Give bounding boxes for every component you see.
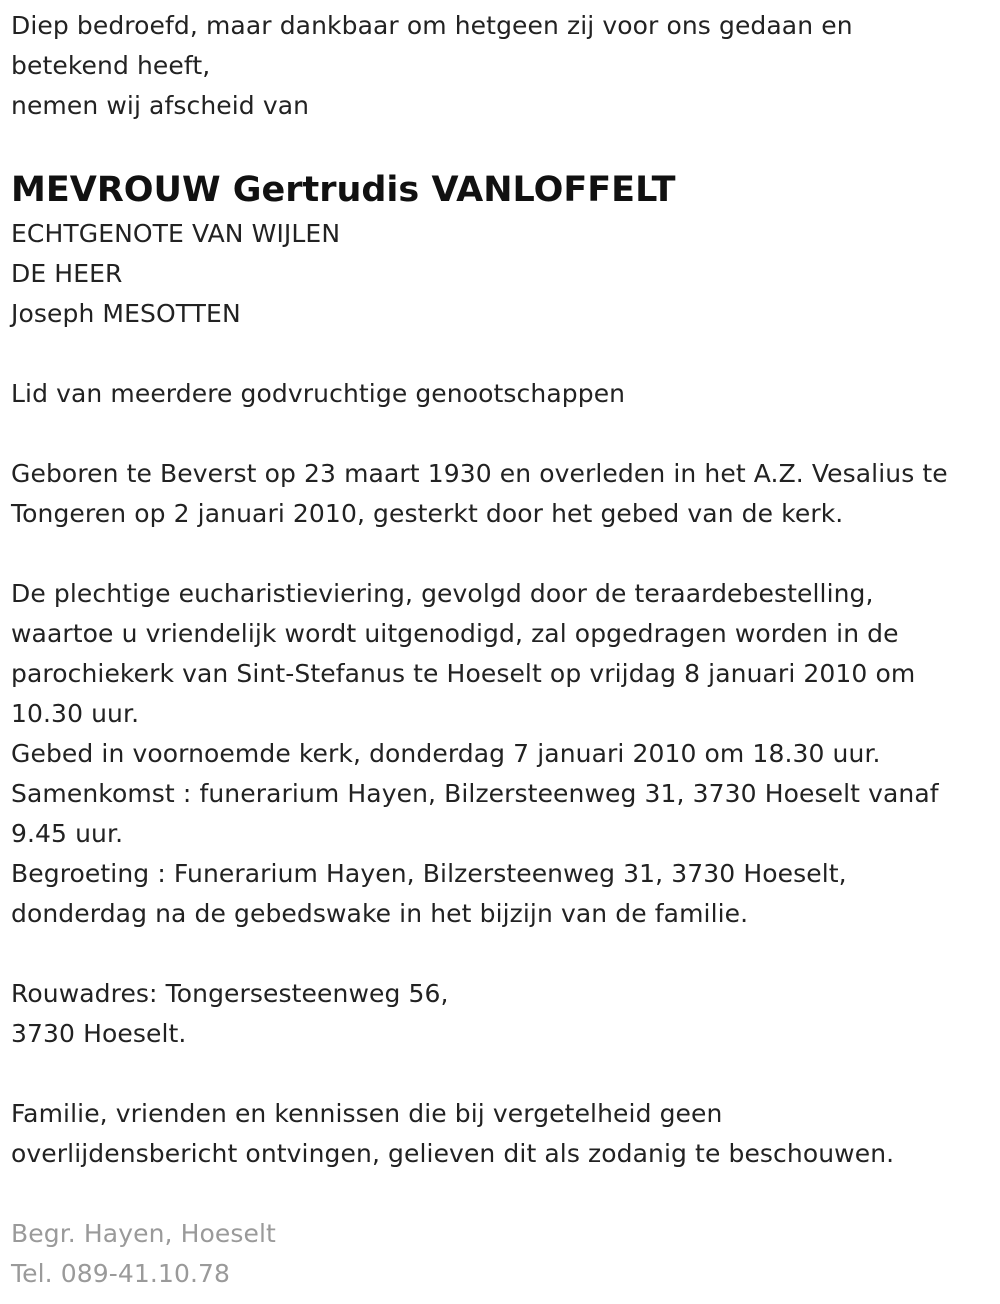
birth-death-block (11, 454, 996, 534)
intro-line: betekend heeft, (11, 51, 211, 80)
ceremony-line: donderdag na de gebedswake in het bijzijn van de familie. (11, 899, 749, 928)
spacer (11, 1054, 996, 1094)
spacer (11, 126, 996, 166)
spacer (11, 534, 996, 574)
funeral-home-name: Begr. Hayen, Hoeselt (11, 1219, 276, 1248)
intro-line: Diep bedroefd, maar dankbaar om hetgeen zij voor ons gedaan en (11, 11, 853, 40)
address-line: Rouwadres: Tongersesteenweg 56, (11, 979, 449, 1008)
birth-death-line: Tongeren op 2 januari 2010, gesterkt door het gebed van de kerk. (11, 499, 844, 528)
closing-line: Familie, vrienden en kennissen die bij vergetelheid geen (11, 1099, 723, 1128)
ceremony-line: Begroeting : Funerarium Hayen, Bilzersteenweg 31, 3730 Hoeselt, (11, 859, 847, 888)
ceremony-line: De plechtige eucharistieviering, gevolgd door de teraardebestelling, (11, 579, 874, 608)
spouse-line: ECHTGENOTE VAN WIJLEN (11, 219, 341, 248)
address-block (11, 974, 996, 1054)
birth-death-line: Geboren te Beverst op 23 maart 1930 en overleden in het A.Z. Vesalius te (11, 459, 948, 488)
ceremony-line: Gebed in voornoemde kerk, donderdag 7 januari 2010 om 18.30 uur. (11, 739, 881, 768)
intro-block (11, 6, 996, 126)
spouse-line: DE HEER (11, 259, 123, 288)
address-line: 3730 Hoeselt. (11, 1019, 187, 1048)
closing-block (11, 1094, 996, 1174)
obituary-notice (11, 6, 996, 1294)
spouse-block (11, 214, 996, 334)
deceased-name: MEVROUW Gertrudis VANLOFFELT (11, 170, 676, 210)
funeral-home-phone: Tel. 089-41.10.78 (11, 1259, 231, 1288)
ceremony-line: 10.30 uur. (11, 699, 140, 728)
spacer (11, 1174, 996, 1214)
ceremony-line: Samenkomst : funerarium Hayen, Bilzersteenweg 31, 3730 Hoeselt vanaf (11, 779, 939, 808)
spacer (11, 934, 996, 974)
ceremony-line: waartoe u vriendelijk wordt uitgenodigd, zal opgedragen worden in de (11, 619, 899, 648)
closing-line: overlijdensbericht ontvingen, gelieven dit als zodanig te beschouwen. (11, 1139, 895, 1168)
intro-line: nemen wij afscheid van (11, 91, 310, 120)
membership-text: Lid van meerdere godvruchtige genootschappen (11, 379, 626, 408)
ceremony-block (11, 574, 996, 934)
spouse-line: Joseph MESOTTEN (11, 299, 241, 328)
spacer (11, 334, 996, 374)
ceremony-line: parochiekerk van Sint-Stefanus te Hoeselt op vrijdag 8 januari 2010 om (11, 659, 916, 688)
funeral-home-footer (11, 1214, 996, 1294)
spacer (11, 414, 996, 454)
ceremony-line: 9.45 uur. (11, 819, 124, 848)
